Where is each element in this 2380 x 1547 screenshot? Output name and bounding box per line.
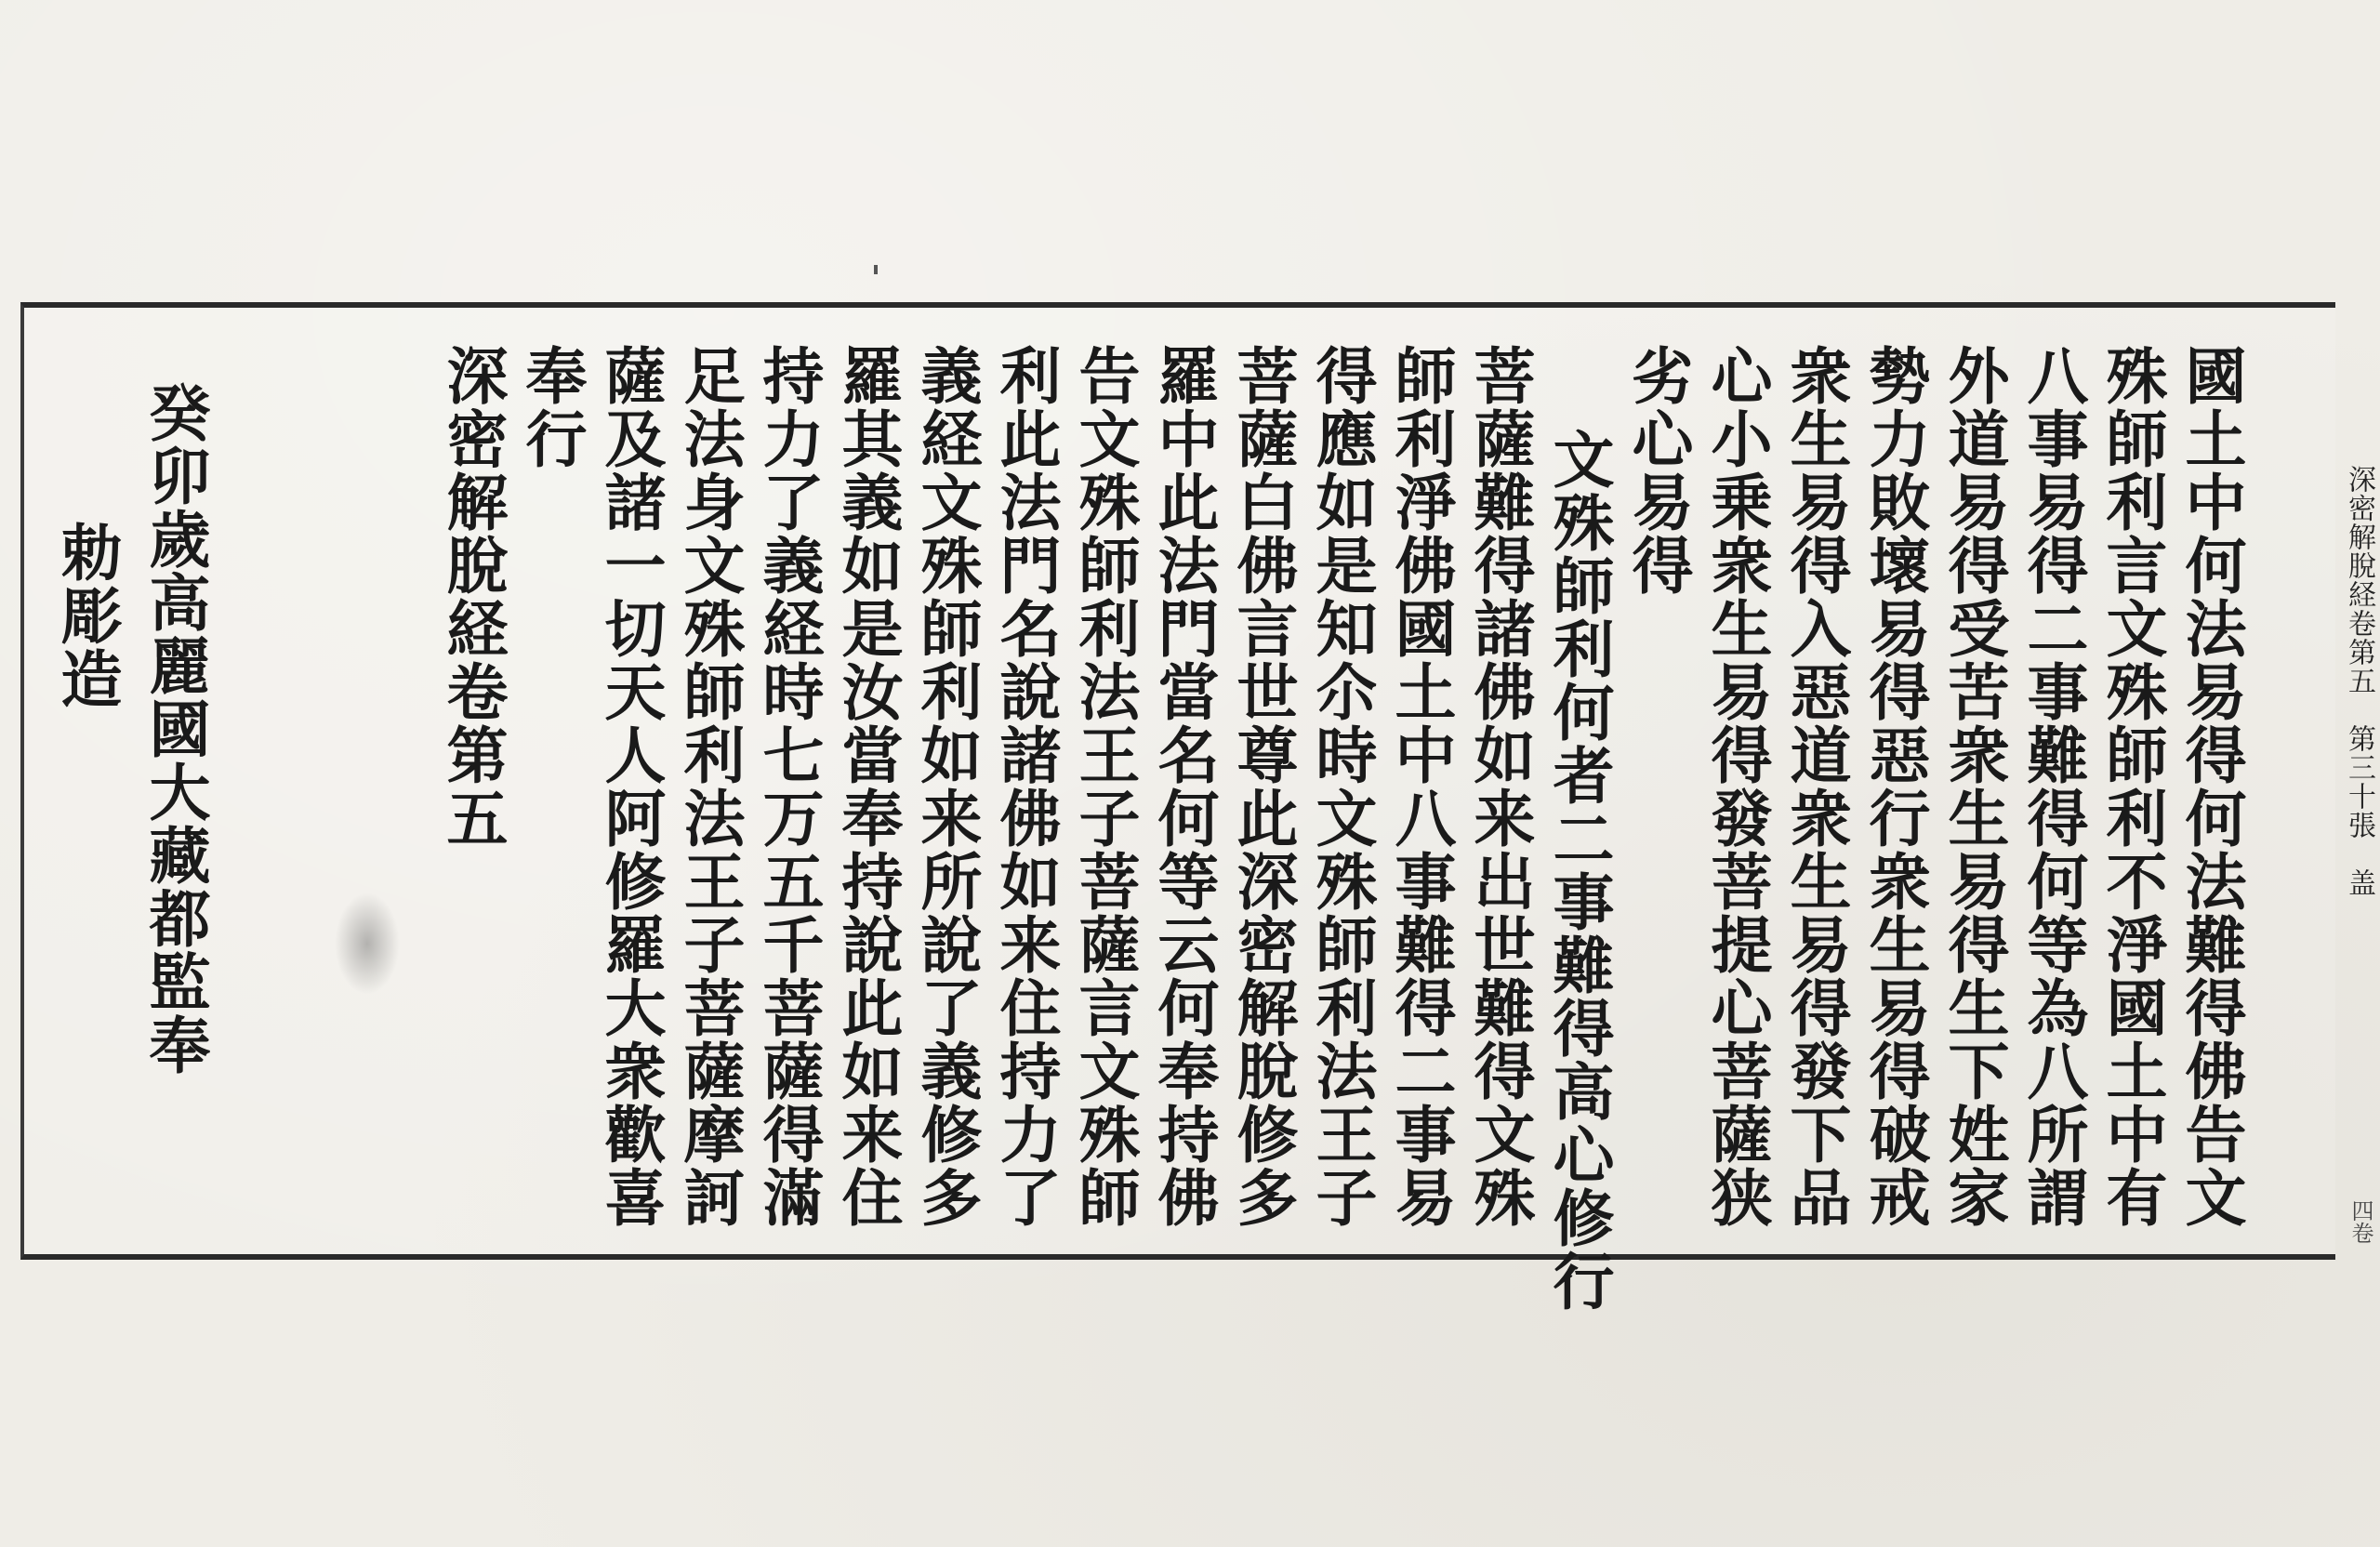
text-column: 勢力敗壞易得惡行衆生易得破戒 (1858, 344, 1931, 1229)
text-column: 菩薩白佛言世尊此深密解脫修多 (1226, 344, 1299, 1229)
sutra-text (432, 344, 2250, 1313)
ink-smudge (335, 892, 400, 995)
text-column: 文殊師利何者二事難得高心修行 (1542, 428, 1615, 1313)
text-column: 奉行 (515, 344, 588, 470)
text-column: 得應如是知尒時文殊師利法王子 (1305, 344, 1378, 1229)
text-column: 外道易得受苦衆生易得生下姓家 (1937, 344, 2010, 1229)
colophon-engrave-line: 勅彫造 (50, 521, 123, 710)
text-column: 八事易得二事難得何等為八所謂 (2016, 344, 2089, 1229)
text-column: 師利淨佛國土中八事難得二事易 (1384, 344, 1457, 1229)
text-column: 利此法門名說諸佛如来住持力了 (989, 344, 1062, 1229)
page-mark: 四卷 (2347, 1199, 2373, 1244)
text-column: 義経文殊師利如来所說了義修多 (910, 344, 983, 1229)
text-column: 羅其義如是汝當奉持說此如来住 (831, 344, 904, 1229)
text-column: 深密解脫経卷第五 (436, 344, 509, 850)
margin-note: 深密解脫経卷第五 第三十張 盖 (2343, 465, 2375, 897)
text-column: 薩及諸一切天人阿修羅大衆歡喜 (594, 344, 667, 1229)
text-column: 菩薩難得諸佛如来出世難得文殊 (1463, 344, 1536, 1229)
text-column: 心小乗衆生易得發菩提心菩薩狭 (1700, 344, 1773, 1229)
text-column: 告文殊師利法王子菩薩言文殊師 (1068, 344, 1141, 1229)
text-column: 殊師利言文殊師利不淨國土中有 (2096, 344, 2168, 1229)
text-column: 國土中何法易得何法難得佛告文 (2175, 344, 2247, 1229)
text-column: 持力了義経時七万五千菩薩得滿 (752, 344, 825, 1229)
text-column: 足法身文殊師利法王子菩薩摩訶 (673, 344, 746, 1229)
text-column: 劣心易得 (1621, 344, 1694, 597)
colophon-year-line: 癸卯歲高麗國大藏都監奉 (139, 381, 211, 1077)
text-column: 衆生易得入惡道衆生易得發下品 (1779, 344, 1852, 1229)
fold-mark (874, 265, 878, 274)
text-column: 羅中此法門當名何等云何奉持佛 (1147, 344, 1220, 1229)
